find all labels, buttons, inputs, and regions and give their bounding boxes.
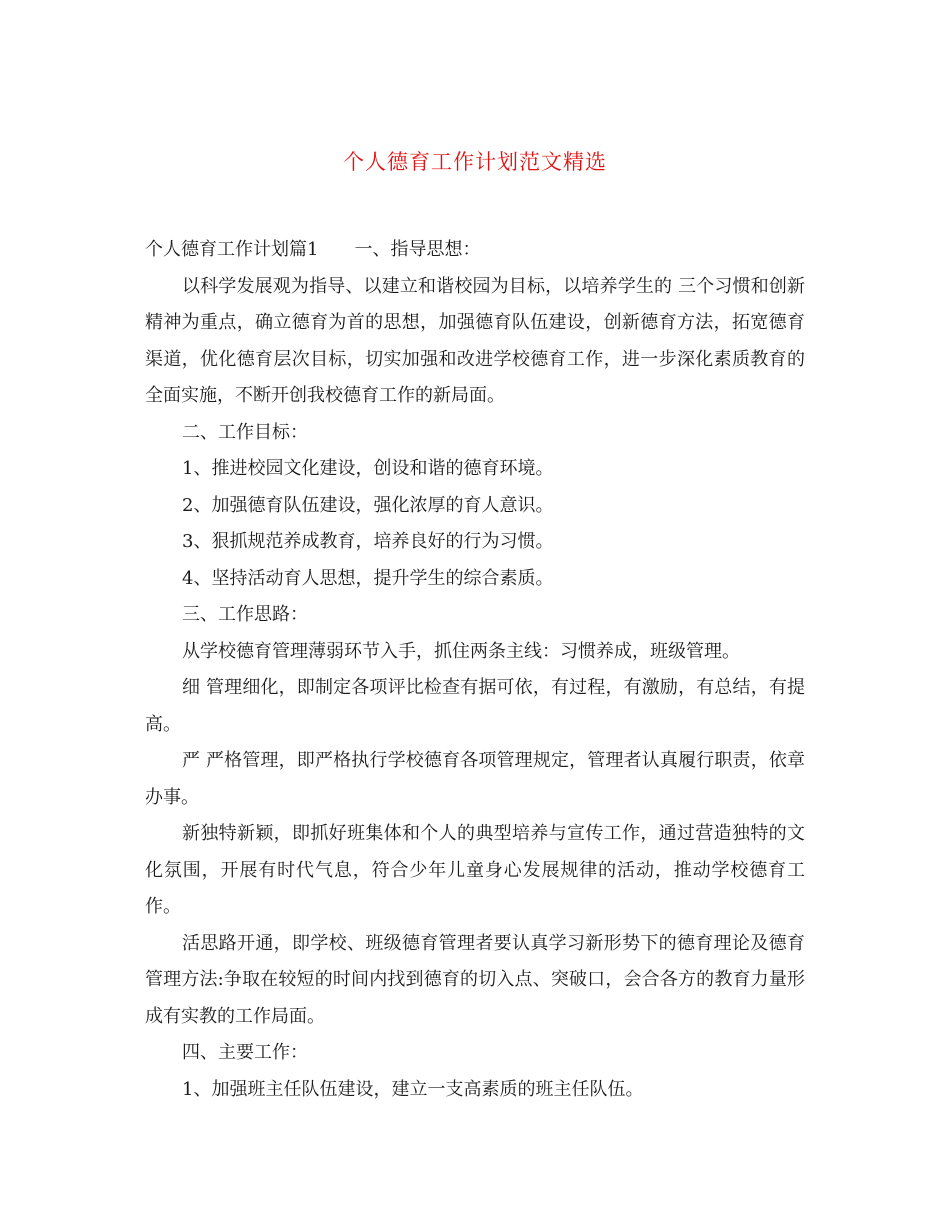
paragraph: 细 管理细化，即制定各项评比检查有据可依，有过程，有激励，有总结，有提高。 [145, 677, 805, 735]
section-heading: 三、工作思路： [182, 604, 308, 625]
paragraph: 严 严格管理，即严格执行学校德育各项管理规定，管理者认真履行职责，依章办事。 [145, 750, 805, 808]
list-item: 1、推进校园文化建设，创设和谐的德育环境。 [182, 458, 554, 479]
list-item: 2、加强德育队伍建设，强化浓厚的育人意识。 [182, 494, 554, 516]
document-body [145, 232, 805, 1108]
list-item: 4、坚持活动育人思想，提升学生的综合素质。 [182, 567, 554, 589]
paragraph: 个人德育工作计划篇1 一、指导思想： [145, 239, 481, 260]
paragraph: 从学校德育管理薄弱环节入手，抓住两条主线：习惯养成，班级管理。 [182, 640, 740, 662]
paragraph: 新独特新颖，即抓好班集体和个人的典型培养与宣传工作，通过营造独特的文化氛围，开展有时代气息，符合少年儿童身心发展规律的活动，推动学校德育工作。 [145, 823, 805, 917]
paragraph: 以科学发展观为指导、以建立和谐校园为目标，以培养学生的 三个习惯和创新精神为重点，确立德育为首的思想，加强德育队伍建设，创新德育方法，拓宽德育渠道，优化德育层次目标，切实加强和改进学校德育工作，进一步深化素质教育的全面实施，不断开创我校德育工作的新局面。 [145, 275, 805, 406]
list-item: 1、加强班主任队伍建设，建立一支高素质的班主任队伍。 [182, 1078, 644, 1100]
paragraph: 活思路开通，即学校、班级德育管理者要认真学习新形势下的德育理论及德育管理方法:争取在较短的时间内找到德育的切入点、突破口，会合各方的教育力量形成有实教的工作局面。 [145, 932, 805, 1027]
section-heading: 二、工作目标： [182, 421, 308, 443]
document-title: 个人德育工作计划范文精选 [343, 150, 607, 174]
list-item: 3、狠抓规范养成教育，培养良好的行为习惯。 [182, 531, 554, 552]
section-heading: 四、主要工作： [182, 1042, 308, 1063]
